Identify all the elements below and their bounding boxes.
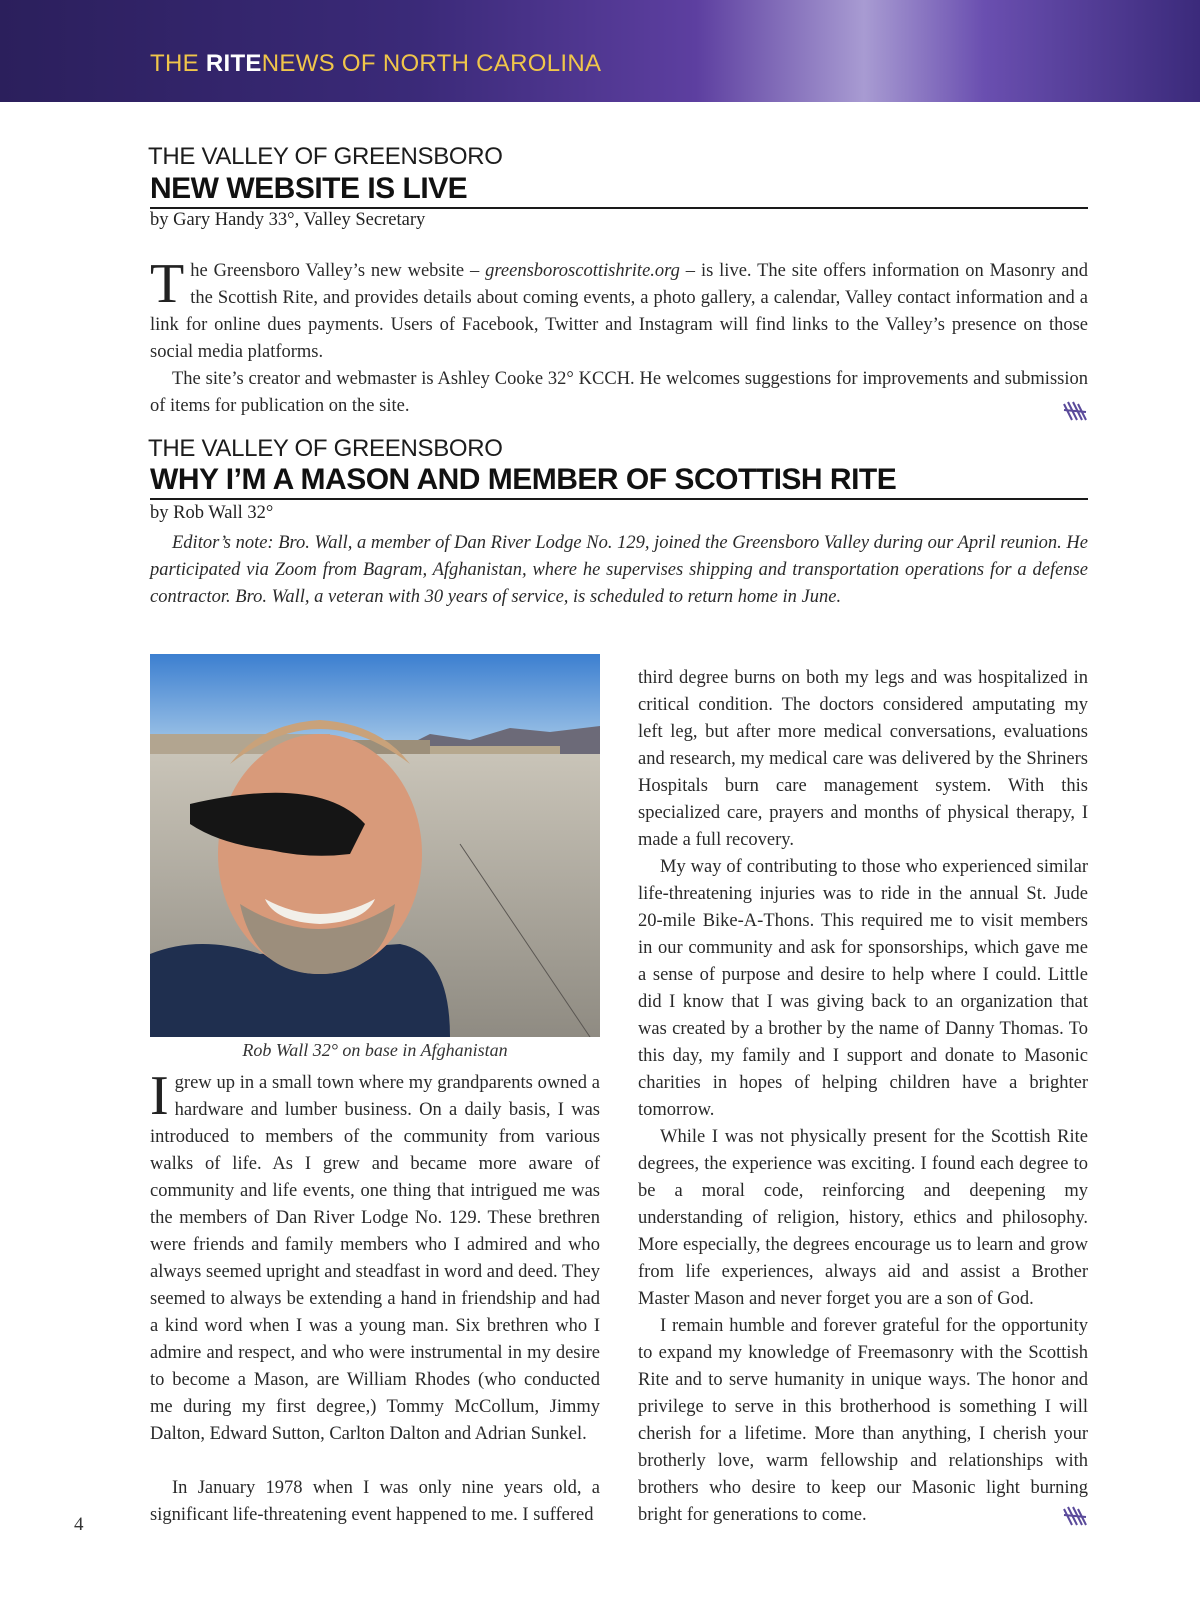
article1-kicker: THE VALLEY OF GREENSBORO [148,143,503,170]
article1-byline: by Gary Handy 33°, Valley Secretary [150,210,426,230]
title-brand: RITE [205,50,262,77]
website-link-text: greensboroscottishrite.org [485,261,680,281]
photo-caption: Rob Wall 32° on base in Afghanistan [242,1040,508,1060]
article1-paragraph-1: The Greensboro Valley’s new website – greensboroscottishrite.org – is live. The site offers information on Masonry and the Scottish Rite, and provides details about coming events, a photo gallery, a calendar, Valley contact information and a link for online dues payments. Users of Facebook, Twitter and Instagram will find links to the Valley’s presence on those social media platforms. [150,253,1088,362]
article2-left-paragraph-1: Igrew up in a small town where my grandparents owned a hardware and lumber business. On a daily basis, I was introduced to members of the community from various walks of life. As I grew and became more aware of community and life events, one thing that intrigued me was the members of Dan River Lodge No. 129. These brethren were friends and family members who I admired and who always seemed upright and steadfast in word and deed. They seemed to always be extending a hand in friendship and had a kind word when I was a young man. Six brethren who I admire and respect, and who were instrumental in my desire to become a Mason, are William Rhodes (who conducted me during my first degree,) Tommy McCollum, Jimmy Dalton, Edward Sutton, Carlton Dalton and Adrian Sunkel. [150,1065,600,1444]
article2-left-paragraph-2: In January 1978 when I was only nine years old, a significant life-threatening event happened to me. I suffered [150,1478,600,1525]
article2-right-paragraph-1: third degree burns on both my legs and was hospitalized in critical condition. The doctors considered amputating my left leg, but after more medical conversations, evaluations and research, my medical care was delivered by the Shriners Hospitals burn care management system. With this specialized care, prayers and months of physical therapy, I made a full recovery. [638,668,1088,850]
masthead-banner [0,0,1200,102]
scottish-rite-endmark-icon [1062,1505,1088,1527]
article2-kicker: THE VALLEY OF GREENSBORO [148,435,503,462]
dropcap: T [150,253,185,315]
publication-title [150,50,601,78]
dropcap: I [150,1065,169,1127]
article1-paragraph-2: The site’s creator and webmaster is Ashley Cooke 32° KCCH. He welcomes suggestions for improvements and submission of items for publication on the site. [150,369,1088,416]
page-number: 4 [74,1514,84,1535]
article2-right-paragraph-4: I remain humble and forever grateful for the opportunity to expand my knowledge of Freemasonry with the Scottish Rite and to serve humanity in unique ways. The honor and privilege to serve in this brotherhood is something I will cherish for a lifetime. More than anything, I cherish your brotherly love, warm fellowship and relationships with brothers who desire to keep our Masonic light burning bright for generations to come. [638,1316,1088,1525]
portrait-photo [150,654,600,1037]
article2-right-paragraph-2: My way of contributing to those who experienced similar life-threatening injuries was to ride in the annual St. Jude 20-mile Bike-A-Thons. This required me to visit members in our community and ask for sponsorships, which gave me a sense of purpose and desire to help where I could. Little did I know that I was giving back to an organization that was created by a brother by the name of Danny Thomas. To this day, my family and I support and donate to Masonic charities in hopes of helping children have a brighter tomorrow. [638,857,1088,1120]
article2-headline: WHY I’M A MASON AND MEMBER OF SCOTTISH RITE [150,463,1088,500]
scottish-rite-endmark-icon [1062,400,1088,422]
article2-right-paragraph-3: While I was not physically present for the Scottish Rite degrees, the experience was exciting. I found each degree to be a moral code, reinforcing and deepening my understanding of religion, history, ethics and philosophy. More especially, the degrees encourage us to learn and grow from life experiences, always aid and assist a Brother Master Mason and never forget you are a son of God. [638,1127,1088,1309]
article2-byline: by Rob Wall 32° [150,503,274,523]
title-suffix: NEWS OF NORTH CAROLINA [261,50,602,77]
title-prefix: THE [150,50,206,77]
article1-headline: NEW WEBSITE IS LIVE [150,172,1088,209]
editor-note: Editor’s note: Bro. Wall, a member of Dan River Lodge No. 129, joined the Greensboro Valley during our April reunion. He participated via Zoom from Bagram, Afghanistan, where he supervises shipping and transportation operations for a defense contractor. Bro. Wall, a veteran with 30 years of service, is scheduled to return home in June. [150,533,1088,607]
